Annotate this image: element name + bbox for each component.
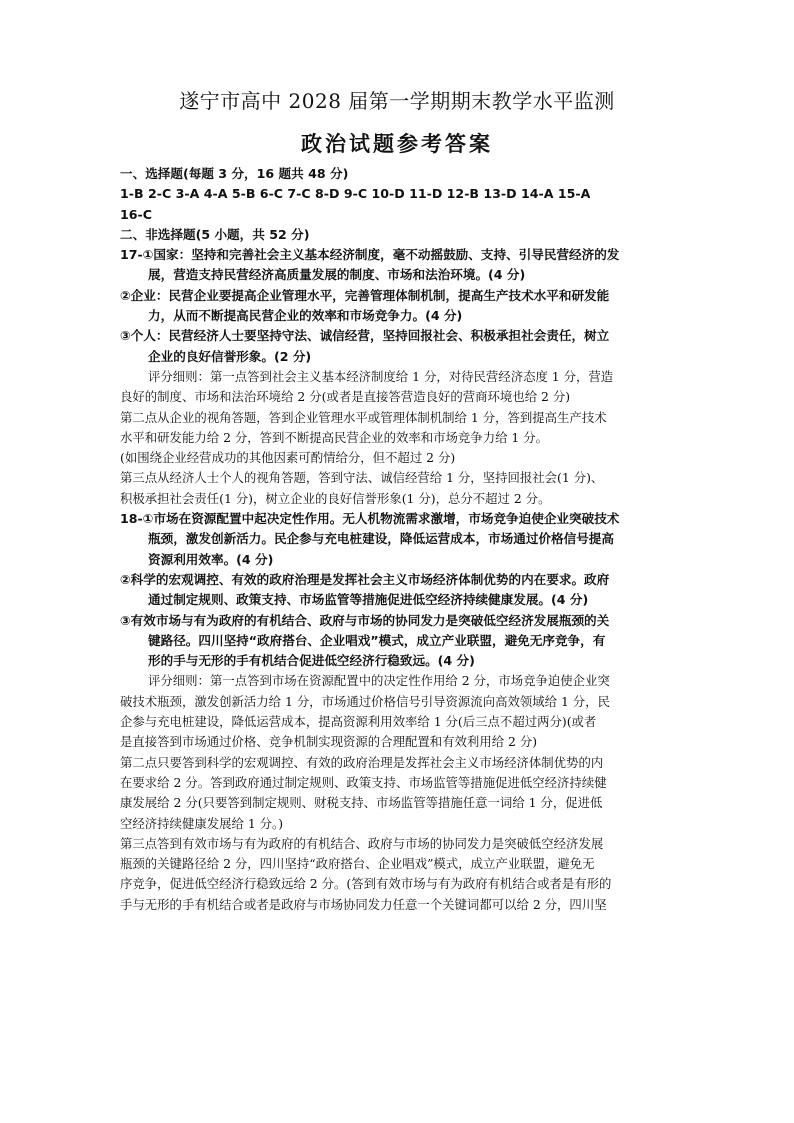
q17-grading-line-5: (如围绕企业经营成功的其他因素可酌情给分，但不超过 2 分) bbox=[120, 450, 456, 466]
q17-point-3-line-1: ③个人：民营经济人士要坚持守法、诚信经营，坚持回报社会、积极承担社会责任，树立 bbox=[120, 328, 610, 344]
q18-grading-line-2: 破技术瓶颈，激发创新活力给 1 分，市场通过价格信号引导资源流向高效领域给 1 分，民 bbox=[120, 693, 610, 709]
q17-grading-line-1: 评分细则：第一点答到社会主义基本经济制度给 1 分，对待民营经济态度 1 分，营造 bbox=[148, 368, 614, 384]
q18-point-3-line-1: ③有效市场与有为政府的有机结合、政府与市场的协同发力是突破低空经济发展瓶颈的关 bbox=[120, 612, 610, 628]
section-heading-nonchoice: 二、非选择题(5 小题，共 52 分) bbox=[120, 226, 310, 242]
q18-grading-line-8: 空经济持续健康发展给 1 分。) bbox=[120, 815, 284, 831]
q17-point-2-line-1: ②企业：民营企业要提高企业管理水平，完善管理体制机制，提高生产技术水平和研发能 bbox=[120, 287, 610, 303]
q17-point-1-line-2: 展，营造支持民营经济高质量发展的制度、市场和法治环境。(4 分) bbox=[148, 267, 526, 283]
question-17-answer bbox=[120, 245, 676, 509]
q17-grading-line-6: 第三点从经济人士个人的视角答题，答到守法、诚信经营给 1 分，坚持回报社会(1 分)、 bbox=[120, 470, 604, 486]
q17-grading-line-7: 积极承担社会责任(1 分)，树立企业的良好信誉形象(1 分)，总分不超过 2 分。 bbox=[120, 490, 551, 506]
document-body bbox=[120, 164, 676, 915]
choice-answers-row-2: 16-C bbox=[120, 206, 152, 222]
page-subtitle: 政治试题参考答案 bbox=[301, 132, 493, 156]
q18-grading-line-10: 瓶颈的关键路径给 2 分，四川坚持“政府搭台、企业唱戏”模式，成立产业联盟，避免无 bbox=[120, 856, 595, 872]
q18-point-3-line-3: 形的手与无形的手有机结合促进低空经济行稳致远。(4 分) bbox=[148, 653, 475, 669]
choice-answers-row-1: 1-B 2-C 3-A 4-A 5-B 6-C 7-C 8-D 9-C 10-D 11-D 12-B 13-D 14-A 15-A bbox=[120, 186, 591, 202]
q18-grading-line-4: 是直接答到市场通过价格、竞争机制实现资源的合理配置和有效利用给 2 分) bbox=[120, 734, 538, 750]
q17-point-3-line-2: 企业的良好信誉形象。(2 分) bbox=[148, 348, 312, 364]
question-18-answer bbox=[120, 509, 676, 915]
section-heading-choice: 一、选择题(每题 3 分，16 题共 48 分) bbox=[120, 166, 349, 181]
q17-grading-line-2: 良好的制度、市场和法治环境给 2 分(或者是直接答营造良好的营商环境也给 2 分) bbox=[120, 389, 571, 405]
q18-grading-line-11: 序竞争，促进低空经济行稳致远给 2 分。(答到有效市场与有为政府有机结合或者是有形的 bbox=[120, 876, 612, 892]
q18-point-1-line-2: 瓶颈，激发创新活力。民企参与充电桩建设，降低运营成本，市场通过价格信号提高 bbox=[148, 531, 614, 547]
q18-point-2-line-1: ②科学的宏观调控、有效的政府治理是发挥社会主义市场经济体制优势的内在要求。政府 bbox=[120, 571, 610, 587]
q17-grading-line-4: 水平和研发能力给 2 分，答到不断提高民营企业的效率和市场竞争力给 1 分。 bbox=[120, 429, 549, 445]
q18-grading-line-1: 评分细则：第一点答到市场在资源配置中的决定性作用给 2 分，市场竞争迫使企业突 bbox=[148, 673, 610, 689]
q17-point-1-line-1: 17-①国家：坚持和完善社会主义基本经济制度，毫不动摇鼓励、支持、引导民营经济的发 bbox=[120, 247, 620, 263]
q18-point-3-line-2: 键路径。四川坚持“政府搭台、企业唱戏”模式，成立产业联盟，避免无序竞争，有 bbox=[148, 632, 606, 648]
q18-point-1-line-1: 18-①市场在资源配置中起决定性作用。无人机物流需求激增，市场竞争迫使企业突破技术 bbox=[120, 511, 620, 527]
q18-grading-line-3: 企参与充电桩建设，降低运营成本，提高资源利用效率给 1 分(后三点不超过两分)(或者 bbox=[120, 714, 597, 730]
q18-point-2-line-2: 通过制定规则、政策支持、市场监管等措施促进低空经济持续健康发展。(4 分) bbox=[148, 592, 589, 608]
q18-point-1-line-3: 资源利用效率。(4 分) bbox=[148, 551, 274, 567]
q18-grading-line-12: 手与无形的手有机结合或者是政府与市场协同发力任意一个关键词都可以给 2 分，四川坚 bbox=[120, 896, 607, 912]
q17-point-2-line-2: 力，从而不断提高民营企业的效率和市场竞争力。(4 分) bbox=[148, 308, 463, 324]
q18-grading-line-9: 第三点答到有效市场与有为政府的有机结合、政府与市场的协同发力是突破低空经济发展 bbox=[120, 835, 604, 851]
q17-grading-line-3: 第二点从企业的视角答题，答到企业管理水平或管理体制机制给 1 分，答到提高生产技术 bbox=[120, 409, 607, 425]
q18-grading-line-6: 在要求给 2 分。答到政府通过制定规则、政策支持、市场监管等措施促进低空经济持续健 bbox=[120, 774, 607, 790]
page-title: 遂宁市高中 2028 届第一学期期末教学水平监测 bbox=[179, 89, 615, 113]
q18-grading-line-5: 第二点只要答到科学的宏观调控、有效的政府治理是发挥社会主义市场经济体制优势的内 bbox=[120, 754, 604, 770]
q18-grading-line-7: 康发展给 2 分(只要答到制定规则、财税支持、市场监管等措施任意一词给 1 分，促进低 bbox=[120, 795, 603, 811]
